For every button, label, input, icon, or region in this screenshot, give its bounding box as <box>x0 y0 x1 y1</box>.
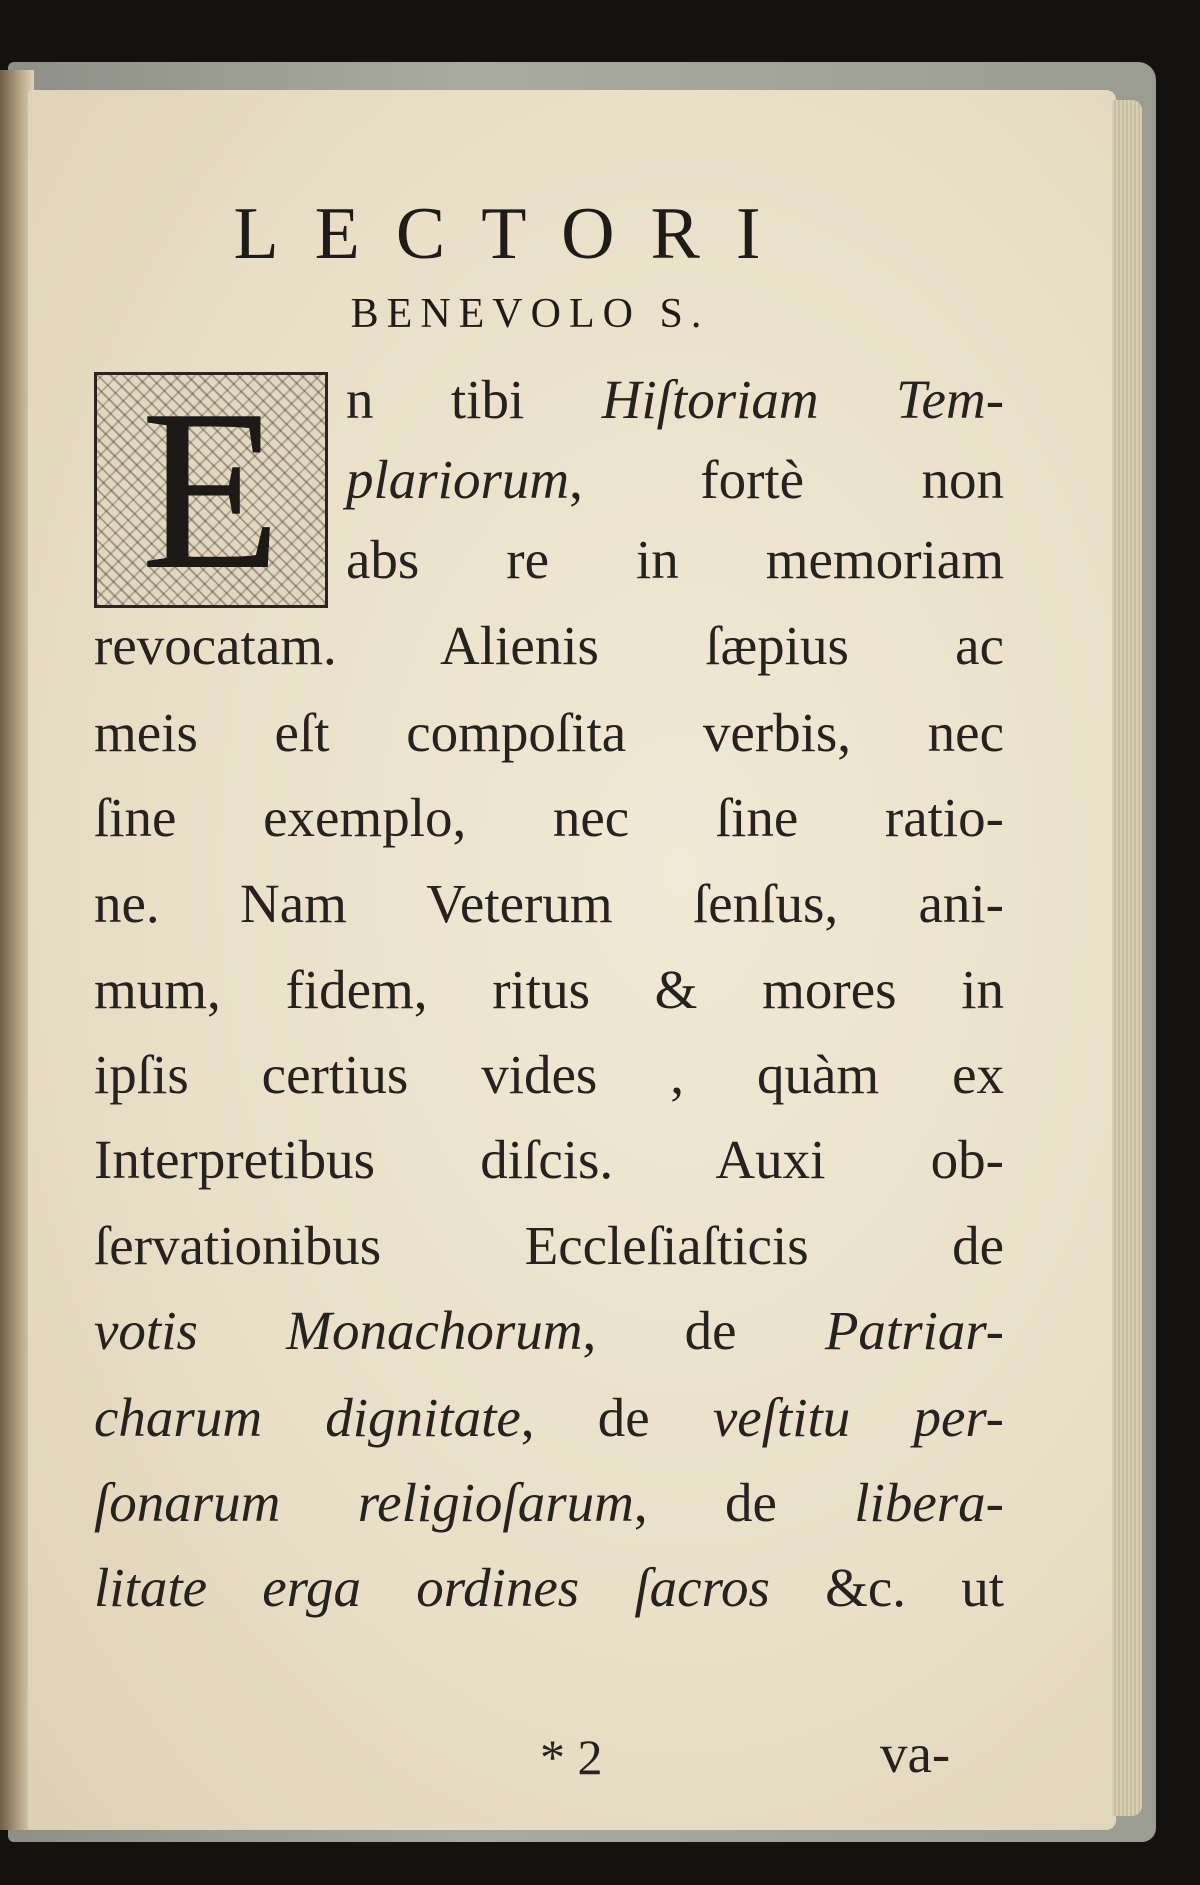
text-segment: Interpretibus diſcis. Auxi ob- <box>94 1129 1004 1190</box>
decorated-initial <box>94 362 328 617</box>
text-segment: , de <box>633 1472 855 1533</box>
text-line <box>94 959 1004 1020</box>
text-line <box>94 615 1004 676</box>
italic-segment: charum dignitate <box>94 1387 521 1448</box>
italic-segment: libera- <box>854 1472 1004 1533</box>
text-line <box>94 1387 1004 1448</box>
italic-segment: Hiſtoriam Tem- <box>601 369 1005 430</box>
text-line <box>94 1472 1004 1533</box>
page-stack-edge <box>1112 100 1142 1816</box>
italic-segment: litate erga ordines ſacros <box>94 1557 770 1618</box>
text-segment: , de <box>582 1300 825 1361</box>
text-line <box>94 1300 1004 1361</box>
text-segment: , fortè non <box>569 449 1004 510</box>
text-segment: ipſis certius vides , quàm ex <box>94 1044 1004 1105</box>
italic-segment: ſonarum religioſarum <box>94 1472 634 1533</box>
text-line <box>346 449 1004 510</box>
italic-segment: veſtitu per- <box>712 1387 1004 1448</box>
text-line <box>94 1129 1004 1190</box>
text-segment: n tibi <box>346 369 602 430</box>
heading-lectori: LECTORI <box>233 193 797 275</box>
text-segment: revocatam. Alienis ſæpius ac <box>94 615 1004 676</box>
signature-mark: * 2 <box>540 1729 603 1785</box>
text-line <box>94 1215 1004 1276</box>
text-line <box>346 369 1005 430</box>
text-line <box>94 787 1004 848</box>
text-segment: abs re in memoriam <box>346 529 1004 590</box>
text-segment: ſine exemplo, nec ſine ratio- <box>94 787 1004 848</box>
text-segment: ne. Nam Veterum ſenſus, ani- <box>94 873 1004 934</box>
text-segment: meis eſt compoſita verbis, nec <box>94 702 1004 763</box>
catchword: va- <box>880 1723 951 1784</box>
text-line <box>346 529 1004 590</box>
italic-segment: plariorum <box>346 449 570 510</box>
text-segment: , de <box>520 1387 713 1448</box>
text-line <box>94 1557 1004 1618</box>
decorated-initial-letter: E <box>140 362 282 617</box>
text-segment: ſervationibus Eccleſiaſticis de <box>94 1215 1004 1276</box>
heading-benevolo: BENEVOLO S. <box>350 291 710 337</box>
text-line <box>94 873 1004 934</box>
text-segment: mum, fidem, ritus & mores in <box>94 959 1004 1020</box>
italic-segment: Patriar- <box>824 1300 1004 1361</box>
text-segment: &c. ut <box>769 1557 1004 1618</box>
text-line <box>94 1044 1004 1105</box>
text-line <box>94 702 1004 763</box>
italic-segment: votis Monachorum <box>94 1300 583 1361</box>
